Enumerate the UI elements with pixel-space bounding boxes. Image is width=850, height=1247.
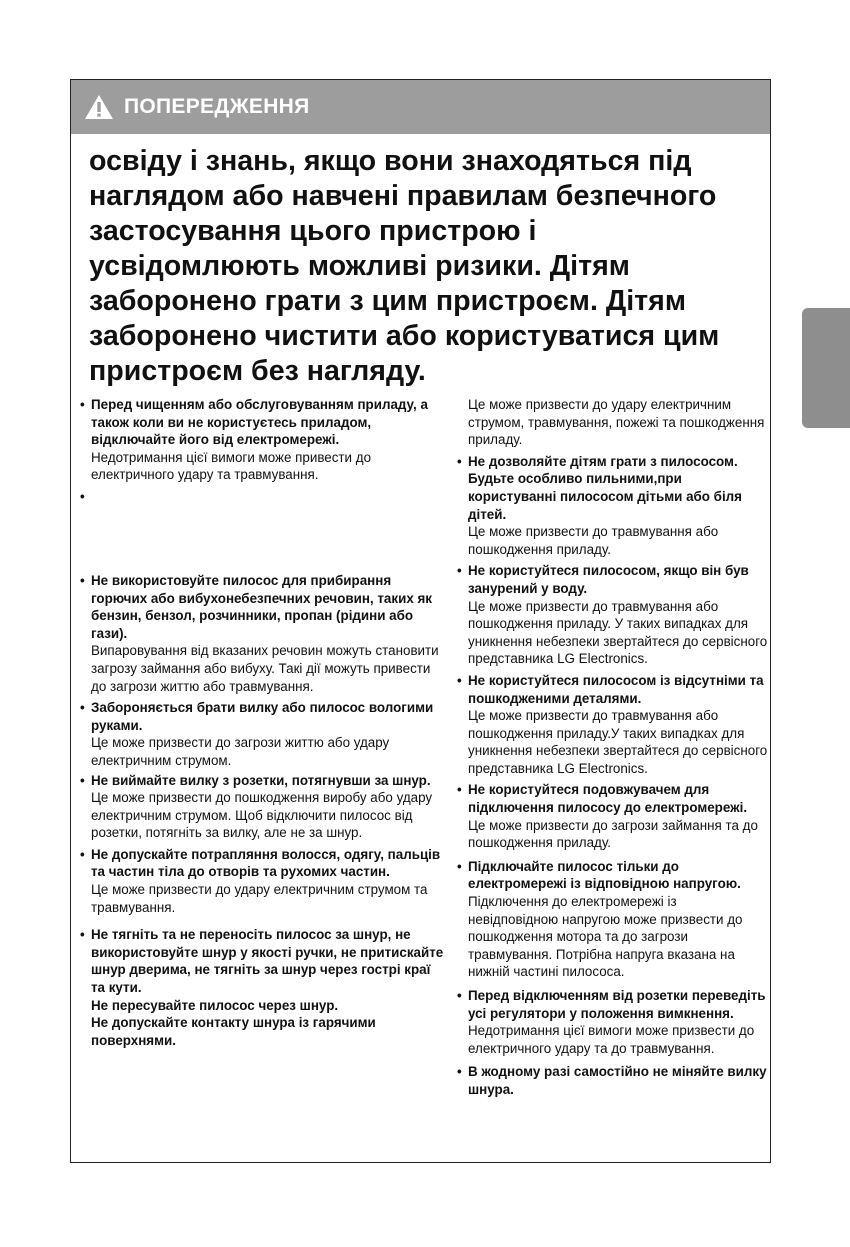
warning-item — [80, 396, 445, 484]
warning-item-text: Це може призвести до удару електричним струмом та травмування. — [91, 882, 428, 915]
warning-item — [80, 572, 445, 695]
intro-line: пристроєм без нагляду. — [89, 355, 426, 387]
bullet: • — [80, 488, 85, 504]
warning-item-text: Недотримання цієї вимоги може привести до електричного удару та травмування. — [91, 449, 372, 483]
warning-triangle-icon — [84, 94, 114, 120]
warning-item — [457, 1063, 768, 1098]
warning-item — [457, 987, 768, 1057]
bullet: • — [80, 927, 85, 943]
intro-line: заборонено чистити або користуватися цим — [89, 320, 720, 352]
bullet: • — [457, 453, 462, 469]
warning-item-text: Це може призвести до травмування або пошкодження приладу. — [468, 524, 719, 557]
warning-item — [457, 562, 768, 668]
intro-line: наглядом або навчені правилам безпечного — [89, 180, 717, 212]
warning-item — [457, 453, 768, 559]
warning-item — [457, 858, 768, 981]
warning-item-heading: Підключайте пилосос тільки до електромережі із відповідною напругою. — [468, 858, 741, 892]
warning-item-text: Недотримання цієї вимоги може призвести до електричного удару та до травмування. — [468, 1023, 755, 1056]
bullet: • — [457, 563, 462, 579]
warning-item-text: Це може призвести до удару електричним струмом, травмування, пожежі та пошкодження приладу. — [468, 397, 765, 448]
warning-item-heading: Не виймайте вилку з розетки, потягнувши за шнур. — [91, 772, 431, 788]
bullet: • — [457, 672, 462, 688]
intro-paragraph — [89, 144, 765, 389]
bullet: • — [80, 772, 85, 788]
warning-item-text: Це може призвести до пошкодження виробу або удару електричним струмом. Щоб відключити пилосос від розетки, потягніть за вилку, але не за шнур. — [91, 790, 433, 841]
intro-line: усвідомлюють можливі ризики. Дітям — [89, 250, 630, 282]
warning-item — [80, 846, 445, 916]
right-column — [457, 396, 768, 1099]
warning-item-heading: Перед відключенням від розетки переведіть усі регулятори у положення вимкнення. — [468, 988, 766, 1021]
warning-item-heading: В жодному разі самостійно не міняйте вилку шнура. — [468, 1064, 767, 1097]
section-tab — [802, 308, 850, 428]
left-column — [80, 396, 445, 1049]
warning-item-heading: Не використовуйте пилосос для прибирання горючих або вибухонебезпечних речовин, таких як бензин, бензол, розчинники, пропан (рідини або гази). — [91, 572, 432, 641]
warning-item — [457, 672, 768, 778]
bullet: • — [457, 988, 462, 1003]
warning-title: ПОПЕРЕДЖЕННЯ — [124, 95, 310, 118]
warning-item-extra-line: Не пересувайте пилосос через шнур. — [91, 997, 339, 1013]
warning-item-heading: Не користуйтеся пилососом, якщо він був занурений у воду. — [468, 563, 749, 596]
intro-line: застосування цього пристрою і — [89, 215, 537, 247]
continued-text — [457, 396, 768, 449]
bullet: • — [80, 572, 85, 588]
warning-header — [71, 80, 770, 134]
intro-line: заборонено грати з цим пристроєм. Дітям — [89, 285, 687, 317]
warning-item-extra-line: Не допускайте контакту шнура із гарячими поверхнями. — [91, 1015, 376, 1048]
warning-item-text: Випаровування від вказаних речовин можуть становити загрозу займання або вибуху. Такі дії можуть привести до загрози життю або травмування. — [91, 643, 439, 694]
warning-item — [80, 772, 445, 842]
bullet: • — [457, 782, 462, 798]
warning-item — [80, 926, 445, 1049]
warning-item-heading: Забороняється брати вилку або пилосос вологими руками. — [91, 700, 434, 733]
warning-item-heading: Не тягніть та не переносіть пилосос за шнур, не використовуйте шнур у якості ручки, не притискайте шнур дверима, не тягніть за шнур через гострі краї та кути. — [91, 927, 444, 996]
warning-item — [457, 781, 768, 851]
warning-item-heading: Не дозволяйте дітям грати з пилососом. Будьте особливо пильними,при користуванні пилососом дітьми або біля дітей. — [468, 453, 742, 522]
bullet: • — [80, 700, 85, 716]
warning-item-text: Це може призвести до загрози займання та до пошкодження приладу. — [468, 817, 758, 851]
intro-line: освіду і знань, якщо вони знаходяться під — [89, 145, 692, 177]
warning-item-heading: Не допускайте потрапляння волосся, одягу, пальців та частин тіла до отворів та рухомих частин. — [91, 846, 441, 880]
warning-item — [80, 488, 445, 572]
bullet: • — [80, 397, 85, 412]
bullet: • — [457, 858, 462, 874]
warning-item — [80, 699, 445, 769]
bullet: • — [457, 1064, 462, 1080]
warning-box — [70, 79, 771, 1163]
warning-item-text: Це може призвести до травмування або пошкодження приладу. У таких випадках для уникнення небезпеки звертайтеся до сервісного представника LG Electronics. — [468, 598, 768, 667]
warning-item-text: Підключення до електромережі із невідповідною напругою може призвести до пошкодження мотора та до загрози травмування. Потрібна напруга вказана на нижній частині пилососа. — [468, 894, 743, 980]
bullet: • — [80, 846, 85, 862]
warning-item-text: Це може призвести до загрози життю або удару електричним струмом. — [91, 735, 390, 768]
warning-item-heading: Перед чищенням або обслуговуванням приладу, а також коли ви не користуєтесь приладом, відключайте його від електромережі. — [91, 397, 428, 448]
warning-item-heading: Не користуйтеся пилососом із відсутніми та пошкодженими деталями. — [468, 672, 764, 706]
warning-item-heading: Не користуйтеся подовжувачем для підключення пилососу до електромережі. — [468, 782, 748, 816]
warning-item-text: Це може призвести до травмування або пошкодження приладу.У таких випадках для уникнення небезпеки звертайтеся до сервісного представника LG Electronics. — [468, 708, 768, 776]
